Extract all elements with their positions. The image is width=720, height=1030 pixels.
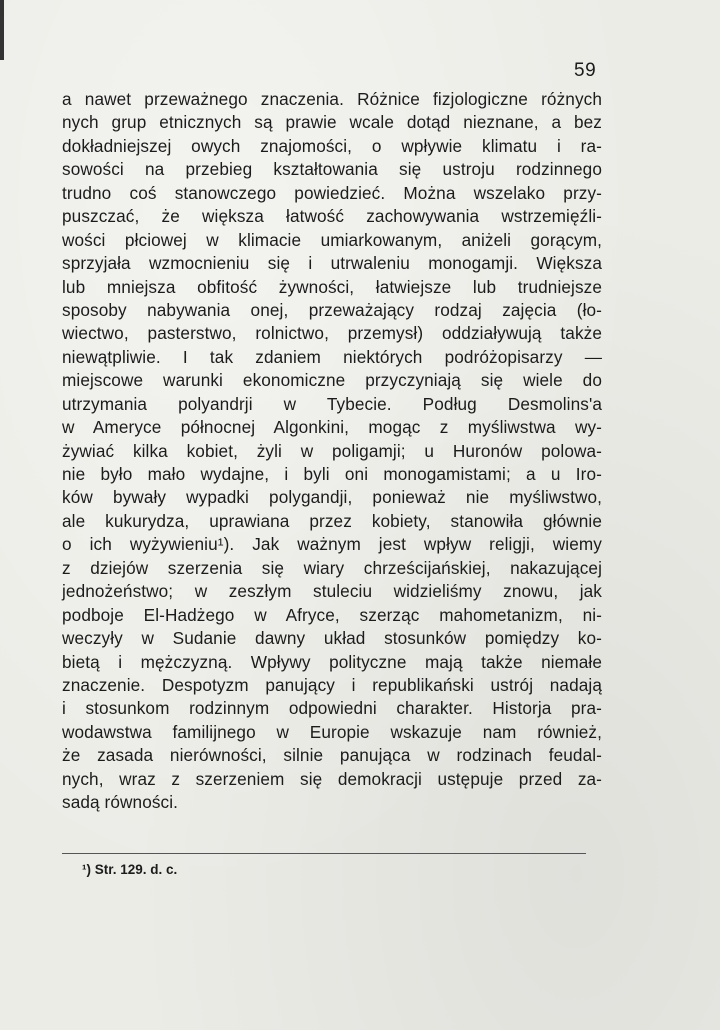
text-line: z dziejów szerzenia się wiary chrześcijańskiej, nakazującej	[62, 557, 602, 578]
text-line: nie było mało wydajne, i byli oni monogamistami; a u Iro-	[62, 464, 602, 484]
text-line: nych, wraz z szerzeniem się demokracji ustępuje przed za-	[62, 768, 602, 789]
text-line: znaczenie. Despotyzm panujący i republikański ustrój nadają	[62, 674, 602, 695]
text-line: niewątpliwie. I tak zdaniem niektórych podróżopisarzy —	[62, 346, 602, 367]
text-line: bietą i mężczyzną. Wpływy polityczne mają także niemałe	[62, 651, 602, 672]
page-edge-mark	[0, 0, 4, 60]
text-line: w Ameryce północnej Algonkini, mogąc z myśliwstwa wy-	[62, 417, 602, 438]
text-line: utrzymania polyandrji w Tybecie. Podług Desmolins'a	[62, 393, 602, 414]
text-line: miejscowe warunki ekonomiczne przyczyniają się wiele do	[62, 370, 602, 391]
text-line: jednożeństwo; w zeszłym stuleciu widzieliśmy znowu, jak	[62, 581, 602, 602]
text-line: że zasada nierówności, silnie panująca w rodzinach feudal-	[62, 745, 602, 766]
text-line: wości płciowej w klimacie umiarkowanym, aniżeli gorącym,	[62, 229, 602, 250]
text-line: lub mniejsza obfitość żywności, łatwiejsze lub trudniejsze	[62, 276, 602, 297]
text-line: puszczać, że większa łatwość zachowywania wstrzemięźli-	[62, 206, 602, 227]
text-line: a nawet przeważnego znaczenia. Różnice fizjologiczne różnych	[62, 89, 602, 109]
footnote: ¹) Str. 129. d. c.	[82, 862, 178, 877]
text-line: weczyły w Sudanie dawny układ stosunków pomiędzy ko-	[62, 628, 602, 649]
text-line: nych grup etnicznych są prawie wcale dotąd nieznane, a bez	[62, 112, 602, 133]
text-line: ków bywały wypadki polygandji, ponieważ nie myśliwstwo,	[62, 487, 602, 508]
footnote-divider	[62, 853, 586, 854]
text-line: sposoby nabywania onej, przeważający rodzaj zajęcia (ło-	[62, 299, 602, 320]
text-line: i stosunkom rodzinnym odpowiedni charakter. Historja pra-	[62, 698, 602, 719]
text-line: dokładniejszej owych znajomości, o wpływie klimatu i ra-	[62, 135, 602, 156]
text-line: sowości na przebieg kształtowania się ustroju rodzinnego	[62, 159, 602, 180]
text-line: podboje El-Hadżego w Afryce, szerząc mahometanizm, ni-	[62, 604, 602, 625]
text-line: żywiać kilka kobiet, żyli w poligamji; u Huronów polowa-	[62, 440, 602, 461]
page-number: 59	[574, 60, 597, 81]
text-line: ale kukurydza, uprawiana przez kobiety, stanowiła głównie	[62, 510, 602, 531]
text-line: wodawstwa familijnego w Europie wskazuje nam również,	[62, 721, 602, 742]
text-line: sprzyjała wzmocnieniu się i utrwaleniu monogamji. Większa	[62, 253, 602, 274]
text-line: wiectwo, pasterstwo, rolnictwo, przemysł) oddziaływują także	[62, 323, 602, 344]
body-text	[62, 88, 602, 815]
text-line: o ich wyżywieniu¹). Jak ważnym jest wpływ religji, wiemy	[62, 534, 602, 555]
text-line: sadą równości.	[62, 792, 179, 813]
text-line: trudno coś stanowczego powiedzieć. Można wszelako przy-	[62, 182, 602, 203]
